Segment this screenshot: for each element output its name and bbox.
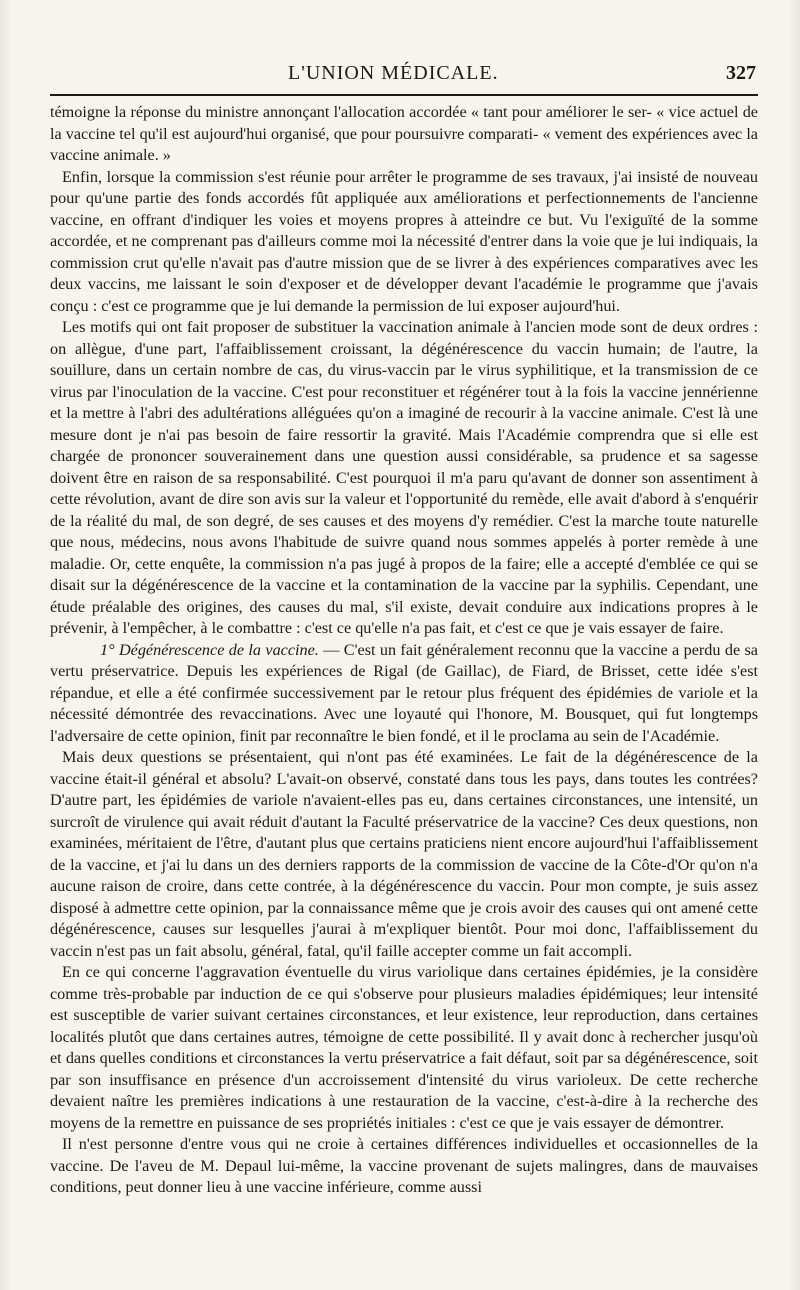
header-rule bbox=[50, 94, 758, 96]
paragraph: Les motifs qui ont fait proposer de substituer la vaccination animale à l'ancien mode sont de deux ordres : on allègue, d'une part, l'affaiblissement croissant, la dégénérescence du vaccin humain; de l'autre, la souillure, dans un certain nombre de cas, du virus-vaccin par le virus syphilitique, et la transmission de ce virus par l'inoculation de la vaccine. C'est pour reconstituer et régénérer tout à la fois la vaccine jennérienne et la mettre à l'abri des adultérations alléguées qu'on a imaginé de recourir à la vaccine animale. C'est là une mesure dont je n'ai pas besoin de faire ressortir la gravité. Mais l'Académie comprendra que si elle est chargée de prononcer souverainement dans une question aussi considérable, sa prudence et sa sagesse doivent être en raison de sa responsabilité. C'est pourquoi il m'a paru qu'avant de donner son assentiment à cette révolution, avant de dire son avis sur la valeur et l'opportunité du remède, elle avait d'abord à s'enquérir de la réalité du mal, de son degré, de ses causes et des moyens d'y remédier. C'est la marche toute naturelle que nous, médecins, nous avons l'habitude de suivre quand nous sommes appelés à porter remède à une maladie. Or, cette enquête, la commission n'a pas jugé à propos de la faire; elle a accepté d'emblée ce qui se disait sur la dégénérescence de la vaccine et la contamination de la vaccine par la syphilis. Cependant, une étude préalable des origines, des causes du mal, s'il existe, devait conduire aux indications propres à le prévenir, à l'empêcher, à le combattre : c'est ce qu'elle n'a pas fait, et c'est ce que je vais essayer de faire. bbox=[50, 318, 758, 637]
page-number: 327 bbox=[726, 62, 756, 84]
paragraph: Enfin, lorsque la commission s'est réunie pour arrêter le programme de ses travaux, j'ai insisté de nouveau pour qu'une partie des fonds accordés fût appliquée aux améliorations et perfectionnements de l'ancienne vaccine, en offrant d'indiquer les voies et moyens propres à atteindre ce but. Vu l'exiguïté de la somme accordée, et ne comprenant pas d'ailleurs comme moi la nécessité d'entrer dans la voie que je lui indiquais, la commission crut qu'elle n'avait pas d'autre mission que de se livrer à des expériences comparatives avec les deux vaccins, me laissant le soin d'exposer et de développer devant l'académie le programme que j'avais conçu : c'est ce programme que je lui demande la permission de lui exposer aujourd'hui. bbox=[50, 167, 758, 315]
running-header bbox=[50, 62, 758, 90]
paragraph-section-heading bbox=[50, 640, 758, 748]
paragraph-continuation: témoigne la réponse du ministre annonçant l'allocation accordée « tant pour améliorer le ser- « vice actuel de la vaccine tel qu'il est aujourd'hui organisé, que pour poursuivre comparati- « vement des expériences avec la vaccine animale. » bbox=[50, 103, 758, 164]
paragraph: En ce qui concerne l'aggravation éventuelle du virus variolique dans certaines épidémies, je la considère comme très-probable par induction de ce qui s'observe pour plusieurs maladies épidémiques; leur intensité est susceptible de varier suivant certaines circonstances, et leur existence, leur reproduction, dans certaines localités plutôt que dans certaines autres, témoigne de cette possibilité. Il y avait donc à rechercher jusqu'où et dans quelles conditions et circonstances la vertu préservatrice a fait défaut, soit par sa dégénérescence, soit par son insuffisance en présence d'un accroissement d'intensité du virus varioleux. De cette recherche devaient naître les premières indications à une restauration de la vaccine, c'est-à-dire à la recherche des moyens de la remettre en puissance de ses propriétés initiales : c'est ce que je vais essayer de démontrer. bbox=[50, 963, 758, 1132]
section-heading: 1° Dégénérescence de la vaccine. bbox=[100, 640, 319, 659]
running-title: L'UNION MÉDICALE. bbox=[288, 62, 499, 84]
paragraph: Mais deux questions se présentaient, qui n'ont pas été examinées. Le fait de la dégénérescence de la vaccine était-il général et absolu? L'avait-on observé, constaté dans tous les pays, dans toutes les contrées? D'autre part, les épidémies de variole n'avaient-elles pas eu, dans certaines circonstances, une intensité, un surcroît de virulence qui avait réduit d'autant la Faculté préservatrice de la vaccine? Ces deux questions, non examinées, méritaient de l'être, d'autant plus que certains praticiens nient encore aujourd'hui l'affaiblissement de la vaccine, et j'ai lu dans un des derniers rapports de la commission de vaccine de la Côte-d'Or qu'on n'a aucune raison de croire, dans cette contrée, à la dégénérescence du vaccin. Pour mon compte, je suis assez disposé à admettre cette opinion, par la connaissance même que je crois avoir des causes qui ont amené cette dégénérescence, causes sur lesquelles j'aurai à m'expliquer bientôt. Pour moi donc, l'affaiblissement du vaccin n'est pas un fait absolu, général, fatal, qu'il faille accepter comme un fait accompli. bbox=[50, 748, 758, 960]
section-text: — C'est un fait généralement reconnu que la vaccine a perdu de sa vertu préservatrice. Depuis les expériences de Rigal (de Gaillac), de Fiard, de Brisset, cette idée s'est répandue, et elle a été confirmée successivement par le retour plus fréquent des épidémies de variole et la nécessité démontrée des revaccinations. Avec une loyauté qui l'honore, M. Bousquet, qui fut longtemps l'adversaire de cette opinion, finit par reconnaître le bien fondé, et il le proclama au sein de l'Académie. bbox=[50, 640, 758, 745]
paragraph-truncated: Il n'est personne d'entre vous qui ne croie à certaines différences individuelles et occasionnelles de la vaccine. De l'aveu de M. Depaul lui-même, la vaccine provenant de sujets malingres, dans de mauvaises conditions, peut donner lieu à une vaccine inférieure, comme aussi bbox=[50, 1135, 758, 1196]
article-body bbox=[50, 102, 758, 1199]
